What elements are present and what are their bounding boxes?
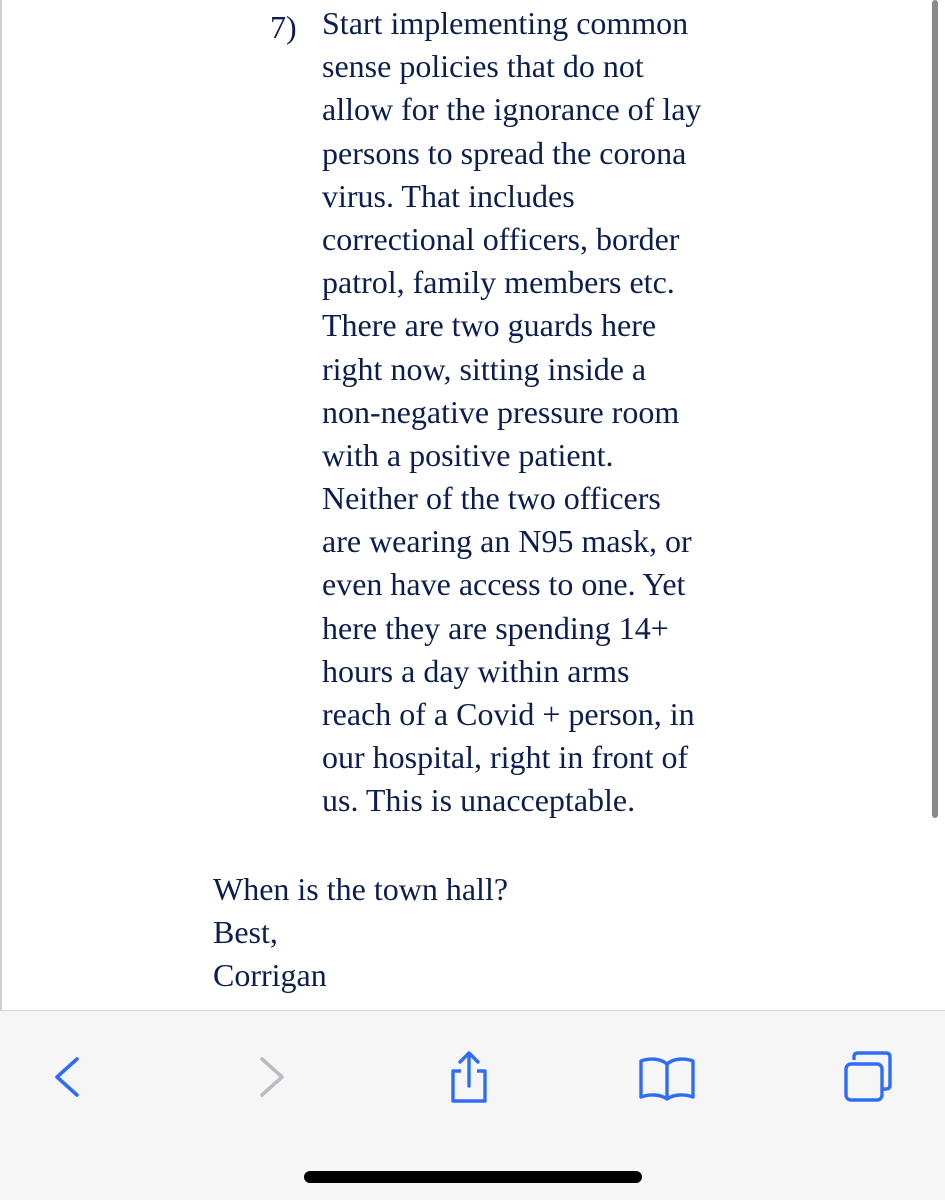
list-item-number: 7)	[270, 9, 297, 45]
text-line: non-negative pressure room	[322, 393, 680, 430]
text-line: allow for the ignorance of lay	[322, 91, 702, 128]
email-closing	[213, 868, 508, 998]
text-line: correctional officers, border	[322, 220, 680, 257]
back-button[interactable]	[37, 1047, 97, 1107]
text-line: Start implementing common	[322, 5, 689, 41]
browser-toolbar	[0, 1010, 945, 1200]
text-line: with a positive patient.	[322, 436, 614, 473]
list-item-text	[322, 2, 701, 823]
text-line: right now, sitting inside a	[322, 350, 647, 387]
text-line: patrol, family members etc.	[322, 264, 675, 301]
chevron-left-icon	[51, 1055, 83, 1099]
text-line: our hospital, right in front of	[322, 739, 689, 776]
share-button[interactable]	[439, 1047, 499, 1107]
text-line: Neither of the two officers	[322, 480, 661, 517]
closing-signoff: Best,	[213, 914, 278, 951]
page-edge	[0, 0, 2, 1010]
forward-button[interactable]	[242, 1047, 302, 1107]
chevron-right-icon	[256, 1055, 288, 1099]
signature-name: Corrigan	[213, 957, 327, 994]
tabs-icon	[840, 1049, 896, 1105]
home-indicator[interactable]	[304, 1171, 642, 1183]
tabs-button[interactable]	[838, 1047, 898, 1107]
text-line: hours a day within arms	[322, 652, 630, 689]
closing-question: When is the town hall?	[213, 871, 509, 907]
scrollbar[interactable]	[932, 0, 938, 818]
text-line: here they are spending 14+	[322, 609, 669, 646]
text-line: sense policies that do not	[322, 48, 644, 85]
text-line: even have access to one. Yet	[322, 566, 686, 603]
text-line: There are two guards here	[322, 307, 657, 344]
bookmarks-button[interactable]	[637, 1047, 697, 1107]
share-icon	[444, 1049, 494, 1105]
text-line: are wearing an N95 mask, or	[322, 523, 692, 560]
book-icon	[636, 1052, 698, 1102]
text-line: us. This is unacceptable.	[322, 782, 636, 819]
text-line: virus. That includes	[322, 177, 575, 214]
text-line: reach of a Covid + person, in	[322, 696, 695, 732]
text-line: persons to spread the corona	[322, 134, 687, 171]
